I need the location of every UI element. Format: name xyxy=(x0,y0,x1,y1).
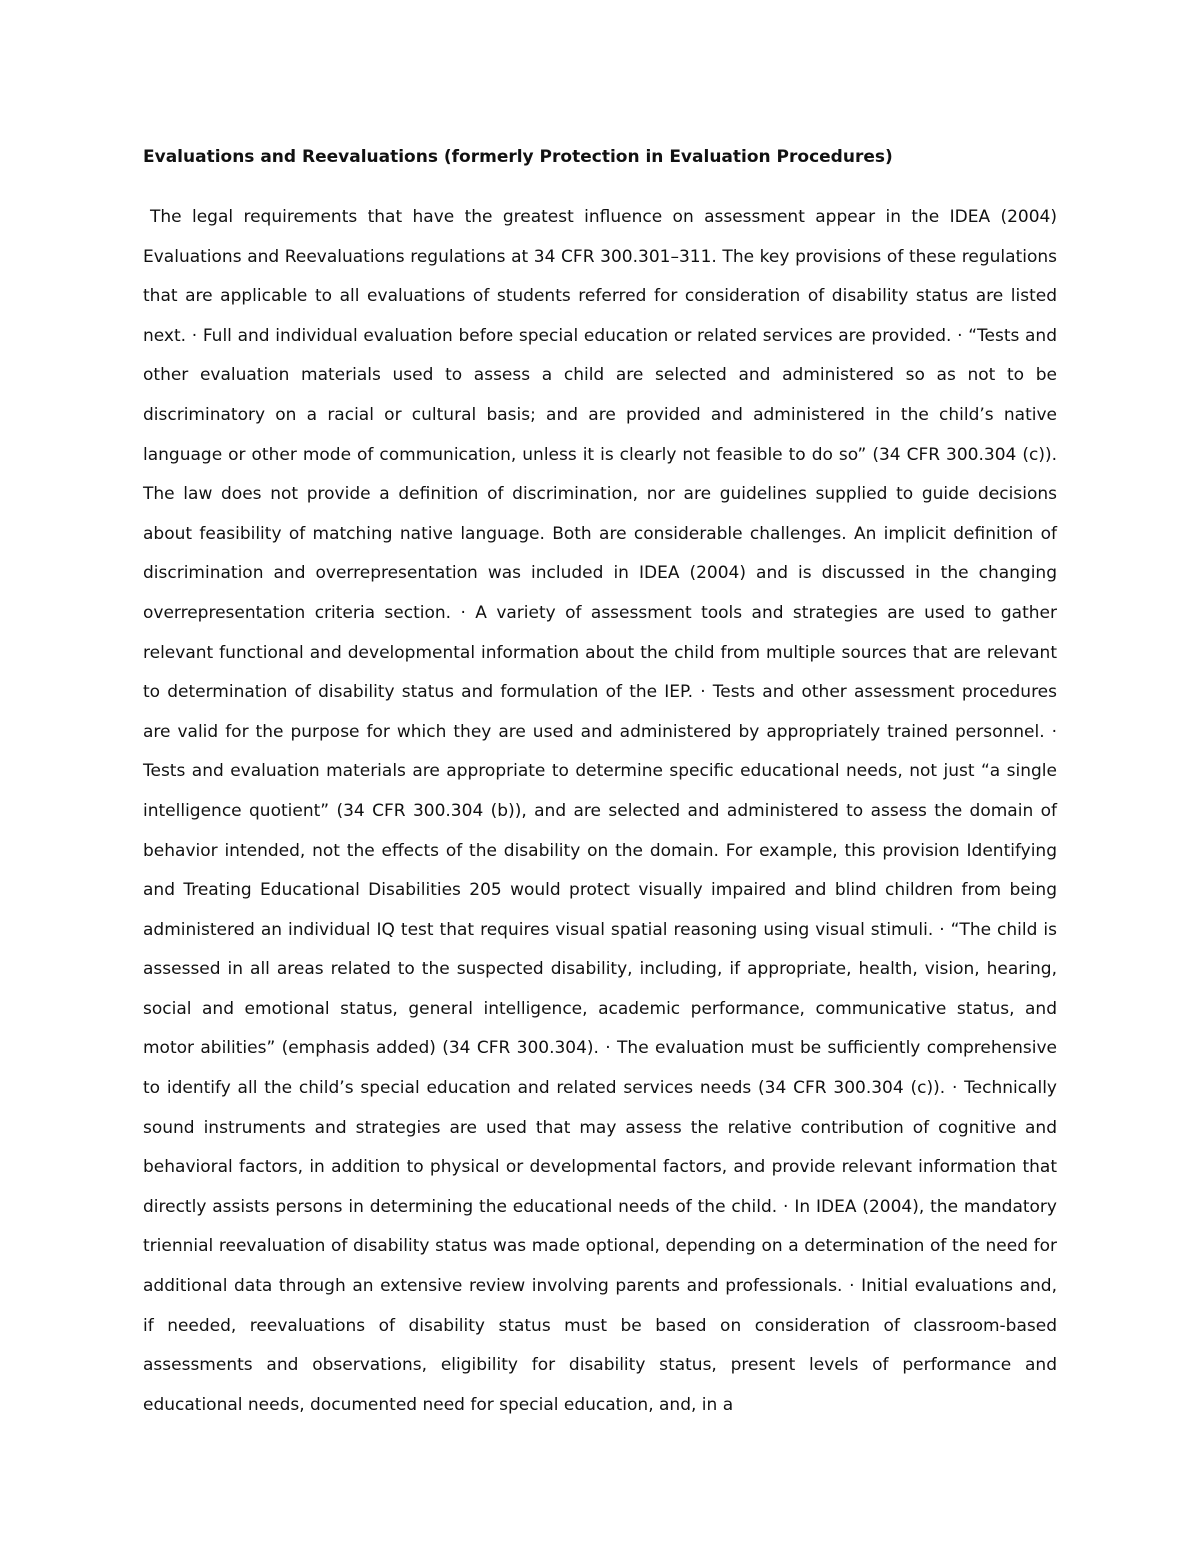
body-paragraph-text: The legal requirements that have the greatest influence on assessment appear in the IDEA (2004) Evaluations and Reevaluations regulations at 34 CFR 300.301–311. The key provisions of these regulations that are applicable to all evaluations of students referred for consideration of disability status are listed next. · Full and individual evaluation before special education or related services are provided. · “Tests and other evaluation materials used to assess a child are selected and administered so as not to be discriminatory on a racial or cultural basis; and are provided and administered in the child’s native language or other mode of communication, unless it is clearly not feasible to do so” (34 CFR 300.304 (c)). The law does not provide a definition of discrimination, nor are guidelines supplied to guide decisions about feasibility of matching native language. Both are considerable challenges. An implicit definition of discrimination and overrepresentation was included in IDEA (2004) and is discussed in the changing overrepresentation criteria section. · A variety of assessment tools and strategies are used to gather relevant functional and developmental information about the child from multiple sources that are relevant to determination of disability status and formulation of the IEP. · Tests and other assessment procedures are valid for the purpose for which they are used and administered by appropriately trained personnel. · Tests and evaluation materials are appropriate to determine specific educational needs, not just “a single intelligence quotient” (34 CFR 300.304 (b)), and are selected and administered to assess the domain of behavior intended, not the effects of the disability on the domain. For example, this provision Identifying and Treating Educational Disabilities 205 would protect visually impaired and blind children from being administered an individual IQ test that requires visual spatial reasoning using visual stimuli. · “The child is assessed in all areas related to the suspected disability, including, if appropriate, health, vision, hearing, social and emotional status, general intelligence, academic performance, communicative status, and motor abilities” (emphasis added) (34 CFR 300.304). · The evaluation must be sufficiently comprehensive to identify all the child’s special education and related services needs (34 CFR 300.304 (c)). · Technically sound instruments and strategies are used that may assess the relative contribution of cognitive and behavioral factors, in addition to physical or developmental factors, and provide relevant information that directly assists persons in determining the educational needs of the child. · In IDEA (2004), the mandatory triennial reevaluation of disability status was made optional, depending on a determination of the need for additional data through an extensive review involving parents and professionals. · Initial evaluations and, if needed, reevaluations of disability status must be based on consideration of classroom-based assessments and observations, eligibility for disability status, present levels of performance and educational needs, documented need for special education, and, in a xyxy=(143,207,1057,1415)
document-heading: Evaluations and Reevaluations (formerly Protection in Evaluation Procedures) xyxy=(143,147,893,167)
body-paragraph xyxy=(143,198,1057,1425)
